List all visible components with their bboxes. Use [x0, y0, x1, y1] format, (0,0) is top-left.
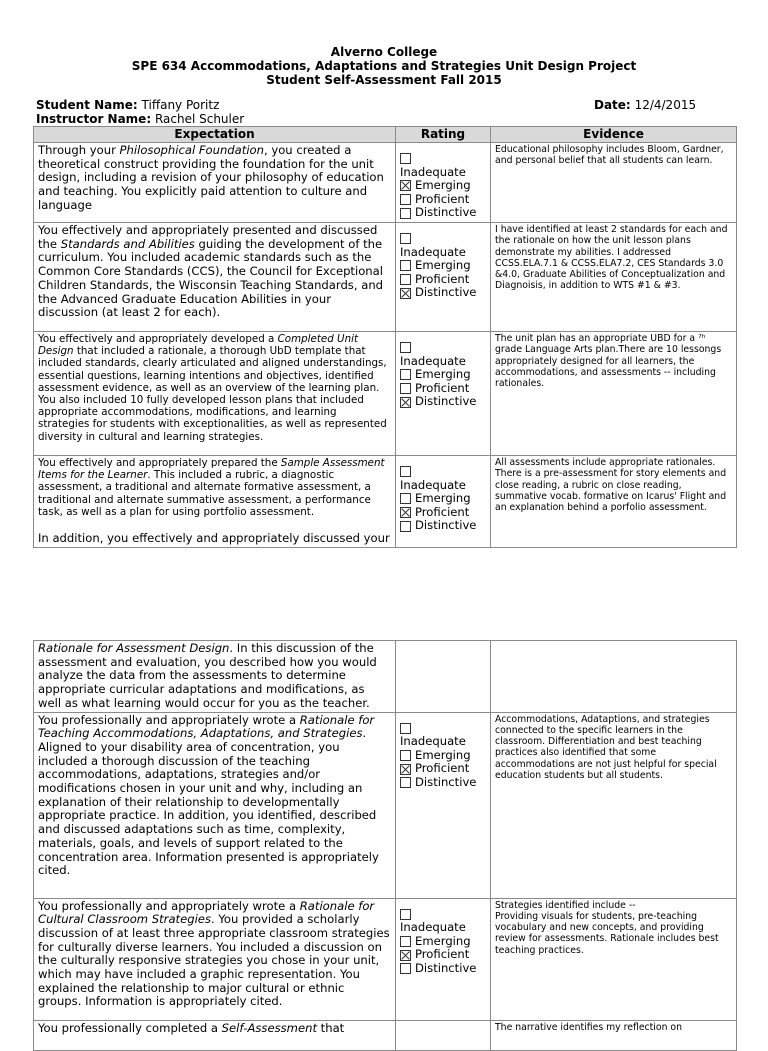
expectation-text-part: You professionally and appropriately wrote a — [38, 898, 300, 913]
college-name: Alverno College — [330, 45, 438, 59]
instructor-name-line — [36, 112, 244, 126]
expectation-text-part: . In this discussion of the assessment and evaluation, you described how you would analyze the data from the assessments to determine appropriate curricular adaptations and modifications, as well as what learning would occur for you as the teacher. — [38, 641, 377, 710]
rating-label-emerging: Emerging — [415, 258, 471, 273]
rating-label-proficient: Proficient — [415, 761, 470, 776]
rating-checkbox-inadequate[interactable] — [400, 466, 411, 477]
expectation-text — [38, 224, 391, 320]
rating-label-inadequate: Inadequate — [400, 920, 466, 935]
rating-label-distinctive: Distinctive — [415, 394, 477, 409]
rating-label-inadequate: Inadequate — [400, 164, 466, 179]
expectation-emphasis: Standards and Abilities — [60, 236, 195, 251]
expectation-text-part: You effectively and appropriately prepared the — [38, 457, 281, 469]
evidence-cell: The unit plan has an appropriate UBD for a ⁷ʰ grade Language Arts plan.There are 10 lessongs appropriately designed for all learners, the accommodations, and assessments -- including rationales. — [491, 332, 737, 456]
evidence-cell: Educational philosophy includes Bloom, Gardner, and personal belief that all students can learn. — [491, 143, 737, 223]
expectation-emphasis: Rationale for Teaching Accommodations, Adaptations, and Strategies — [38, 712, 375, 741]
table-row — [34, 143, 737, 223]
rating-checkbox-proficient[interactable] — [400, 764, 411, 775]
table-row — [34, 456, 737, 548]
rating-checkbox-distinctive[interactable] — [400, 288, 411, 299]
expectation-continuation: In addition, you effectively and appropriately discussed your — [38, 531, 390, 546]
rating-checkbox-emerging[interactable] — [400, 750, 411, 761]
expectation-text-part: . You provided a scholarly discussion of at least three appropriate classroom strategies for culturally diverse learners. You included a discussion on the culturally responsive strategies you chose in your unit, which may have included a graphic representation. You explained the relationship to major cultural or ethnic groups. Information is appropriately cited. — [38, 912, 390, 1009]
rating-checkbox-distinctive[interactable] — [400, 963, 411, 974]
date-value: 12/4/2015 — [634, 98, 697, 112]
expectation-cell — [34, 143, 396, 223]
expectation-text — [38, 642, 391, 711]
rating-checkbox-emerging[interactable] — [400, 180, 411, 191]
expectation-text-part: that — [317, 1020, 345, 1035]
expectation-text — [38, 900, 391, 1010]
expectation-cell — [34, 898, 396, 1020]
evidence-cell — [491, 641, 737, 713]
rating-checkbox-emerging[interactable] — [400, 936, 411, 947]
expectation-emphasis: Completed Unit Design — [38, 333, 359, 358]
expectation-text-part: guiding the development of the curriculum. You included academic standards such as the Common Core Standards (CCS), the Council for Exceptional Children Standards, the Wisconsin Teaching Standards, and the Advanced Graduate Education Abilities in your discussion (at least 2 for each). — [38, 236, 384, 320]
expectation-emphasis: Rationale for Cultural Classroom Strategies — [38, 898, 375, 927]
expectation-text-part: , you created a theoretical construct providing the foundation for the unit design, including a revision of your philosophy of education and teaching. You explicitly paid attention to culture and language — [38, 143, 384, 212]
student-name-value: Tiffany Poritz — [141, 98, 220, 112]
rating-label-emerging: Emerging — [415, 367, 471, 382]
rating-checkbox-inadequate[interactable] — [400, 153, 411, 164]
expectation-text-part: You effectively and appropriately presented and discussed the — [38, 223, 378, 251]
rating-label-emerging: Emerging — [415, 747, 471, 762]
expectation-emphasis: Rationale for Assessment Design — [38, 641, 230, 655]
table-row — [34, 332, 737, 456]
rating-checkbox-inadequate[interactable] — [400, 909, 411, 920]
evidence-cell: The narrative identifies my reflection on — [491, 1020, 737, 1050]
expectation-text-part: You professionally and appropriately wrote a — [38, 712, 300, 727]
rating-checkbox-distinctive[interactable] — [400, 208, 411, 219]
rating-label-proficient: Proficient — [415, 271, 470, 286]
instructor-name-label: Instructor Name: — [36, 112, 152, 126]
rating-checkbox-distinctive[interactable] — [400, 777, 411, 788]
expectation-cell — [34, 332, 396, 456]
table-row — [34, 641, 737, 713]
evidence-cell: All assessments include appropriate rationales. There is a pre-assessment for story elements and close reading, a rubric on close reading, summative vocab. formative on Icarus' Flight and an explanation behind a porfolio assessment. — [491, 456, 737, 548]
expectation-cell — [34, 712, 396, 898]
instructor-name-value: Rachel Schuler — [154, 112, 245, 126]
expectation-text-part: . Aligned to your disability area of concentration, you included a thorough discussion of the teaching accommodations, adaptations, strategies and/or modifications chosen in your unit and why, including an explanation of their relationship to developmentally appropriate practice. In addition, you identified, described and discussed adaptations such as time, complexity, materials, goals, and levels of support related to the concentration area. Information presented is appropriately cited. — [38, 726, 379, 878]
expectation-text — [38, 714, 391, 878]
rating-label-inadequate: Inadequate — [400, 477, 466, 492]
evidence-cell: I have identified at least 2 standards for each and the rationale on how the unit lesson plans demonstrate my abilities. I addressed CCSS.ELA.7.1 & CCSS.ELA7.2, CES Standards 3.0 &4.0, Graduate Abilities of Conceptualization and Diagnoisis, in addition to WTS #1 & #3. — [491, 223, 737, 332]
column-header-evidence: Evidence — [491, 127, 737, 143]
expectation-emphasis: Self-Assessment — [221, 1020, 317, 1035]
rating-checkbox-proficient[interactable] — [400, 194, 411, 205]
expectation-text-part: . This included a rubric, a diagnostic assessment, a traditional and alternate formative assessment, a traditional and alternate summative assessment, a performance task, as well as a plan for using portfolio assessment. — [38, 469, 371, 518]
assessment-title: Student Self-Assessment Fall 2015 — [266, 73, 502, 87]
student-name-line — [36, 98, 219, 112]
table-row — [34, 898, 737, 1020]
rating-checkbox-proficient[interactable] — [400, 950, 411, 961]
expectation-cell — [34, 1020, 396, 1050]
evidence-cell: Accommodations, Adataptions, and strategies connected to the specific learners in the classroom. Differentiation and best teaching practices also identified that some accommodations are not just helpful for special education students but all students. — [491, 712, 737, 898]
rating-label-emerging: Emerging — [415, 178, 471, 193]
project-title: SPE 634 Accommodations, Adaptations and Strategies Unit Design Project — [131, 59, 637, 73]
expectation-text — [38, 457, 391, 518]
rating-checkbox-proficient[interactable] — [400, 274, 411, 285]
rating-checkbox-distinctive[interactable] — [400, 397, 411, 408]
rating-label-proficient: Proficient — [415, 191, 470, 206]
evidence-cell: Strategies identified include -- Providing visuals for students, pre-teaching vocabulary and new concepts, and providing review for assessments. Rationale includes best teaching practices. — [491, 898, 737, 1020]
rating-checkbox-proficient[interactable] — [400, 383, 411, 394]
expectation-text-part: You professionally completed a — [38, 1020, 222, 1035]
table-row — [34, 712, 737, 898]
expectation-emphasis: Philosophical Foundation — [119, 143, 264, 157]
expectation-text-part: that included a rationale, a thorough UbD template that included standards, clearly articulated and aligned understandings, essential questions, learning intentions and objectives, identified assessment evidence, as well as an overview of the learning plan. You also included 10 fully developed lesson plans that included appropriate accommodations, modifications, and learning strategies for students with exceptionalities, as well as represented diversity in cultural and learning strategies. — [38, 345, 387, 443]
rating-label-distinctive: Distinctive — [415, 774, 477, 789]
rating-cell — [396, 1020, 491, 1050]
column-header-expectation: Expectation — [34, 127, 396, 143]
expectation-text-part: You effectively and appropriately developed a — [38, 333, 278, 345]
rating-label-proficient: Proficient — [415, 947, 470, 962]
date-label: Date: — [594, 98, 631, 112]
expectation-text — [38, 144, 391, 213]
rating-cell — [396, 332, 491, 456]
rating-label-distinctive: Distinctive — [415, 518, 477, 533]
rating-checkbox-distinctive[interactable] — [400, 521, 411, 532]
table-row — [34, 1020, 737, 1050]
rating-label-distinctive: Distinctive — [415, 960, 477, 975]
rating-label-emerging: Emerging — [415, 491, 471, 506]
rating-label-proficient: Proficient — [415, 504, 470, 519]
student-name-label: Student Name: — [36, 98, 138, 112]
rating-cell — [396, 641, 491, 713]
rating-label-emerging: Emerging — [415, 933, 471, 948]
rating-checkbox-inadequate[interactable] — [400, 233, 411, 244]
rating-cell — [396, 456, 491, 548]
rating-checkbox-inadequate[interactable] — [400, 342, 411, 353]
rating-checkbox-proficient[interactable] — [400, 507, 411, 518]
expectation-text-part: Through your — [38, 143, 120, 157]
expectation-emphasis: Sample Assessment Items for the Learner — [38, 457, 385, 482]
rating-label-inadequate: Inadequate — [400, 244, 466, 259]
rating-label-inadequate: Inadequate — [400, 734, 466, 749]
column-header-rating: Rating — [396, 127, 491, 143]
rating-cell — [396, 143, 491, 223]
rating-cell — [396, 712, 491, 898]
rating-cell — [396, 223, 491, 332]
expectation-cell — [34, 456, 396, 548]
expectation-cell — [34, 223, 396, 332]
rating-checkbox-emerging[interactable] — [400, 369, 411, 380]
table-row — [34, 223, 737, 332]
rating-label-distinctive: Distinctive — [415, 285, 477, 300]
rating-label-distinctive: Distinctive — [415, 205, 477, 220]
rubric-table-part1 — [33, 126, 737, 548]
rating-label-proficient: Proficient — [415, 380, 470, 395]
rating-checkbox-emerging[interactable] — [400, 260, 411, 271]
rating-cell — [396, 898, 491, 1020]
expectation-text — [38, 333, 391, 443]
table-header-row — [34, 127, 737, 143]
rating-checkbox-inadequate[interactable] — [400, 723, 411, 734]
rubric-table-part2 — [33, 640, 737, 1051]
expectation-cell — [34, 641, 396, 713]
date-line — [594, 98, 696, 112]
rating-checkbox-emerging[interactable] — [400, 493, 411, 504]
rating-label-inadequate: Inadequate — [400, 353, 466, 368]
